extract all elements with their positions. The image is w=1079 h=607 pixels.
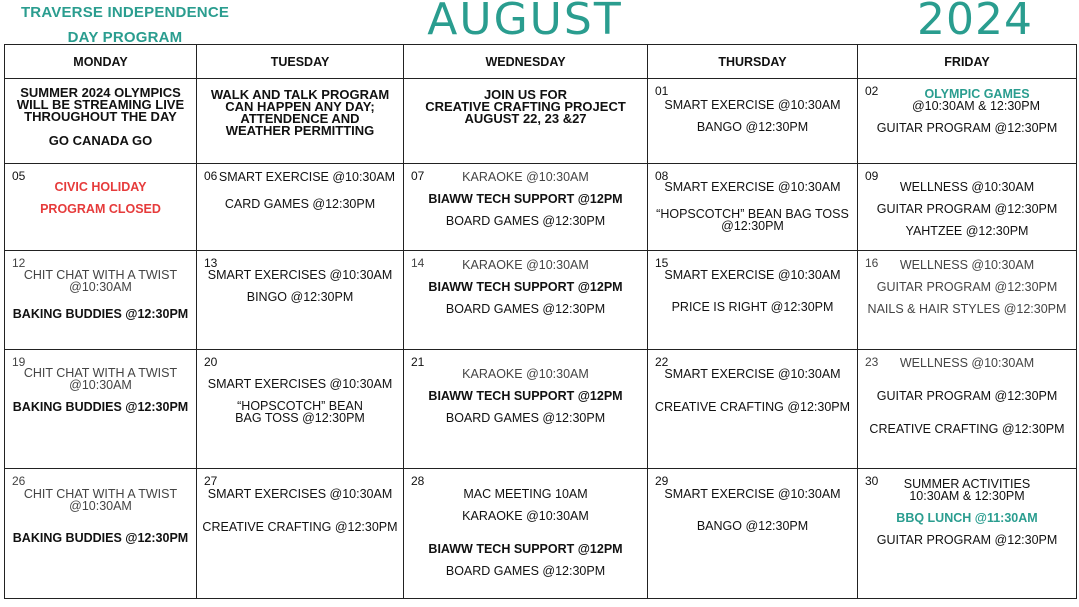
holiday-label: PROGRAM CLOSED bbox=[40, 202, 161, 216]
activity: BANGO @12:30PM bbox=[696, 519, 809, 533]
day-number: 21 bbox=[411, 355, 425, 369]
activity: KARAOKE @10:30AM bbox=[462, 367, 589, 381]
day-number: 12 bbox=[12, 256, 26, 270]
day-cell-16 bbox=[858, 251, 1077, 350]
activity: “HOPSCOTCH” BEAN bbox=[237, 399, 363, 413]
day-cell-02 bbox=[858, 79, 1077, 164]
activity: YAHTZEE @12:30PM bbox=[905, 224, 1029, 238]
activity: GUITAR PROGRAM @12:30PM bbox=[876, 280, 1058, 294]
year-title: 2024 bbox=[917, 0, 1033, 45]
day-number: 19 bbox=[12, 355, 26, 369]
day-cell-22 bbox=[648, 350, 858, 469]
notice-line: SUMMER 2024 OLYMPICS bbox=[20, 85, 181, 100]
day-number: 26 bbox=[12, 474, 26, 488]
day-number: 15 bbox=[655, 256, 669, 270]
day-cell-15 bbox=[648, 251, 858, 350]
weekday-thursday: THURSDAY bbox=[648, 45, 858, 79]
activity: CHIT CHAT WITH A TWIST bbox=[23, 487, 178, 501]
day-number: 09 bbox=[865, 169, 879, 183]
activity: SMART EXERCISE @10:30AM bbox=[664, 487, 841, 501]
activity: GUITAR PROGRAM @12:30PM bbox=[876, 533, 1058, 547]
activity: WELLNESS @10:30AM bbox=[899, 180, 1035, 194]
activity: BIAWW TECH SUPPORT @12PM bbox=[428, 280, 623, 294]
day-number: 07 bbox=[411, 169, 425, 183]
week-row bbox=[5, 350, 1077, 469]
day-cell-28 bbox=[404, 469, 648, 599]
notice-cell-olympics bbox=[5, 79, 197, 164]
activity: SMART EXERCISES @10:30AM bbox=[207, 268, 393, 282]
day-number: 14 bbox=[411, 256, 425, 270]
activity: @10:30AM bbox=[69, 378, 132, 392]
day-cell-09 bbox=[858, 164, 1077, 251]
activity: KARAOKE @10:30AM bbox=[462, 170, 589, 184]
activity: CARD GAMES @12:30PM bbox=[224, 197, 376, 211]
activity: BIAWW TECH SUPPORT @12PM bbox=[428, 389, 623, 403]
notice-line: CREATIVE CRAFTING PROJECT bbox=[425, 99, 626, 114]
weekday-monday: MONDAY bbox=[5, 45, 197, 79]
activity: @12:30PM bbox=[721, 219, 784, 233]
day-cell-14 bbox=[404, 251, 648, 350]
activity: GUITAR PROGRAM @12:30PM bbox=[876, 121, 1058, 135]
day-number: 20 bbox=[204, 355, 218, 369]
activity: SMART EXERCISES @10:30AM bbox=[207, 487, 393, 501]
activity: CREATIVE CRAFTING @12:30PM bbox=[869, 422, 1065, 436]
activity: KARAOKE @10:30AM bbox=[462, 509, 589, 523]
notice-cell-crafting bbox=[404, 79, 648, 164]
activity: SMART EXERCISE @10:30AM bbox=[664, 268, 841, 282]
activity: BIAWW TECH SUPPORT @12PM bbox=[428, 542, 623, 556]
notice-cell-walk-talk bbox=[197, 79, 404, 164]
activity: CREATIVE CRAFTING @12:30PM bbox=[654, 400, 851, 414]
month-title: AUGUST bbox=[427, 0, 623, 45]
activity: BBQ LUNCH @11:30AM bbox=[896, 511, 1038, 525]
day-number: 05 bbox=[12, 169, 26, 183]
activity: BOARD GAMES @12:30PM bbox=[445, 564, 606, 578]
activity: 10:30AM & 12:30PM bbox=[909, 489, 1025, 503]
notice-line: THROUGHOUT THE DAY bbox=[24, 109, 177, 124]
weekday-friday: FRIDAY bbox=[858, 45, 1077, 79]
notice-line: GO CANADA GO bbox=[48, 133, 153, 148]
weekday-header-row bbox=[5, 45, 1077, 79]
week-row bbox=[5, 251, 1077, 350]
notice-line: WALK AND TALK PROGRAM bbox=[210, 87, 390, 102]
activity: SUMMER ACTIVITIES bbox=[903, 477, 1031, 491]
week-row bbox=[5, 164, 1077, 251]
activity: PRICE IS RIGHT @12:30PM bbox=[671, 300, 834, 314]
weekday-wednesday: WEDNESDAY bbox=[404, 45, 648, 79]
activity: WELLNESS @10:30AM bbox=[899, 258, 1035, 272]
day-cell-21 bbox=[404, 350, 648, 469]
day-number: 29 bbox=[655, 474, 669, 488]
activity: BAKING BUDDIES @12:30PM bbox=[12, 307, 189, 321]
day-number: 02 bbox=[865, 84, 879, 98]
activity: BINGO @12:30PM bbox=[246, 290, 354, 304]
holiday-label: CIVIC HOLIDAY bbox=[54, 180, 147, 194]
day-number: 06 bbox=[204, 169, 218, 183]
program-title bbox=[0, 0, 250, 50]
program-title-line1: TRAVERSE INDEPENDENCE bbox=[20, 4, 230, 21]
day-number: 28 bbox=[411, 474, 425, 488]
activity: SMART EXERCISE @10:30AM bbox=[664, 180, 841, 194]
activity: MAC MEETING 10AM bbox=[463, 487, 588, 501]
activity: CHIT CHAT WITH A TWIST bbox=[23, 366, 178, 380]
activity: SMART EXERCISE @10:30AM bbox=[218, 170, 396, 184]
day-cell-29 bbox=[648, 469, 858, 599]
day-cell-08 bbox=[648, 164, 858, 251]
activity: BIAWW TECH SUPPORT @12PM bbox=[428, 192, 623, 206]
activity: BAKING BUDDIES @12:30PM bbox=[12, 400, 189, 414]
notice-line: ATTENDENCE AND bbox=[240, 111, 360, 126]
day-cell-19 bbox=[5, 350, 197, 469]
day-number: 23 bbox=[865, 355, 879, 369]
activity: @10:30AM bbox=[69, 499, 132, 513]
activity: NAILS & HAIR STYLES @12:30PM bbox=[867, 302, 1067, 316]
activity: “HOPSCOTCH” BEAN BAG TOSS bbox=[656, 207, 849, 221]
day-number: 01 bbox=[655, 84, 669, 98]
activity: CREATIVE CRAFTING @12:30PM bbox=[202, 520, 398, 534]
activity: @10:30AM & 12:30PM bbox=[911, 99, 1041, 113]
activity: BAG TOSS @12:30PM bbox=[235, 411, 365, 425]
day-cell-20 bbox=[197, 350, 404, 469]
day-cell-12 bbox=[5, 251, 197, 350]
program-title-line2: DAY PROGRAM bbox=[67, 29, 183, 46]
day-cell-01 bbox=[648, 79, 858, 164]
day-cell-23 bbox=[858, 350, 1077, 469]
day-cell-27 bbox=[197, 469, 404, 599]
notice-line: AUGUST 22, 23 &27 bbox=[464, 111, 587, 126]
week-row bbox=[5, 79, 1077, 164]
week-row bbox=[5, 469, 1077, 599]
day-cell-13 bbox=[197, 251, 404, 350]
activity: SMART EXERCISES @10:30AM bbox=[207, 377, 393, 391]
activity: SMART EXERCISE @10:30AM bbox=[664, 367, 841, 381]
notice-line: CAN HAPPEN ANY DAY; bbox=[225, 99, 375, 114]
calendar-table bbox=[4, 44, 1077, 599]
activity: CHIT CHAT WITH A TWIST bbox=[23, 268, 178, 282]
activity: GUITAR PROGRAM @12:30PM bbox=[876, 389, 1058, 403]
notice-line: WEATHER PERMITTING bbox=[225, 123, 375, 138]
activity: @10:30AM bbox=[69, 280, 132, 294]
notice-line: JOIN US FOR bbox=[483, 87, 568, 102]
day-number: 13 bbox=[204, 256, 218, 270]
day-cell-07 bbox=[404, 164, 648, 251]
activity: BANGO @12:30PM bbox=[696, 120, 809, 134]
activity: BOARD GAMES @12:30PM bbox=[445, 411, 606, 425]
day-cell-05 bbox=[5, 164, 197, 251]
activity: BAKING BUDDIES @12:30PM bbox=[12, 531, 189, 545]
day-number: 27 bbox=[204, 474, 218, 488]
activity: OLYMPIC GAMES bbox=[924, 87, 1030, 101]
day-number: 16 bbox=[865, 256, 879, 270]
activity: WELLNESS @10:30AM bbox=[899, 356, 1035, 370]
activity: GUITAR PROGRAM @12:30PM bbox=[876, 202, 1058, 216]
activity: BOARD GAMES @12:30PM bbox=[445, 214, 606, 228]
activity: BOARD GAMES @12:30PM bbox=[445, 302, 606, 316]
weekday-tuesday: TUESDAY bbox=[197, 45, 404, 79]
activity: KARAOKE @10:30AM bbox=[462, 258, 589, 272]
day-number: 22 bbox=[655, 355, 669, 369]
notice-line: WILL BE STREAMING LIVE bbox=[16, 97, 185, 112]
activity: SMART EXERCISE @10:30AM bbox=[664, 98, 841, 112]
day-number: 08 bbox=[655, 169, 669, 183]
day-cell-06 bbox=[197, 164, 404, 251]
day-cell-30 bbox=[858, 469, 1077, 599]
day-number: 30 bbox=[865, 474, 879, 488]
day-cell-26 bbox=[5, 469, 197, 599]
